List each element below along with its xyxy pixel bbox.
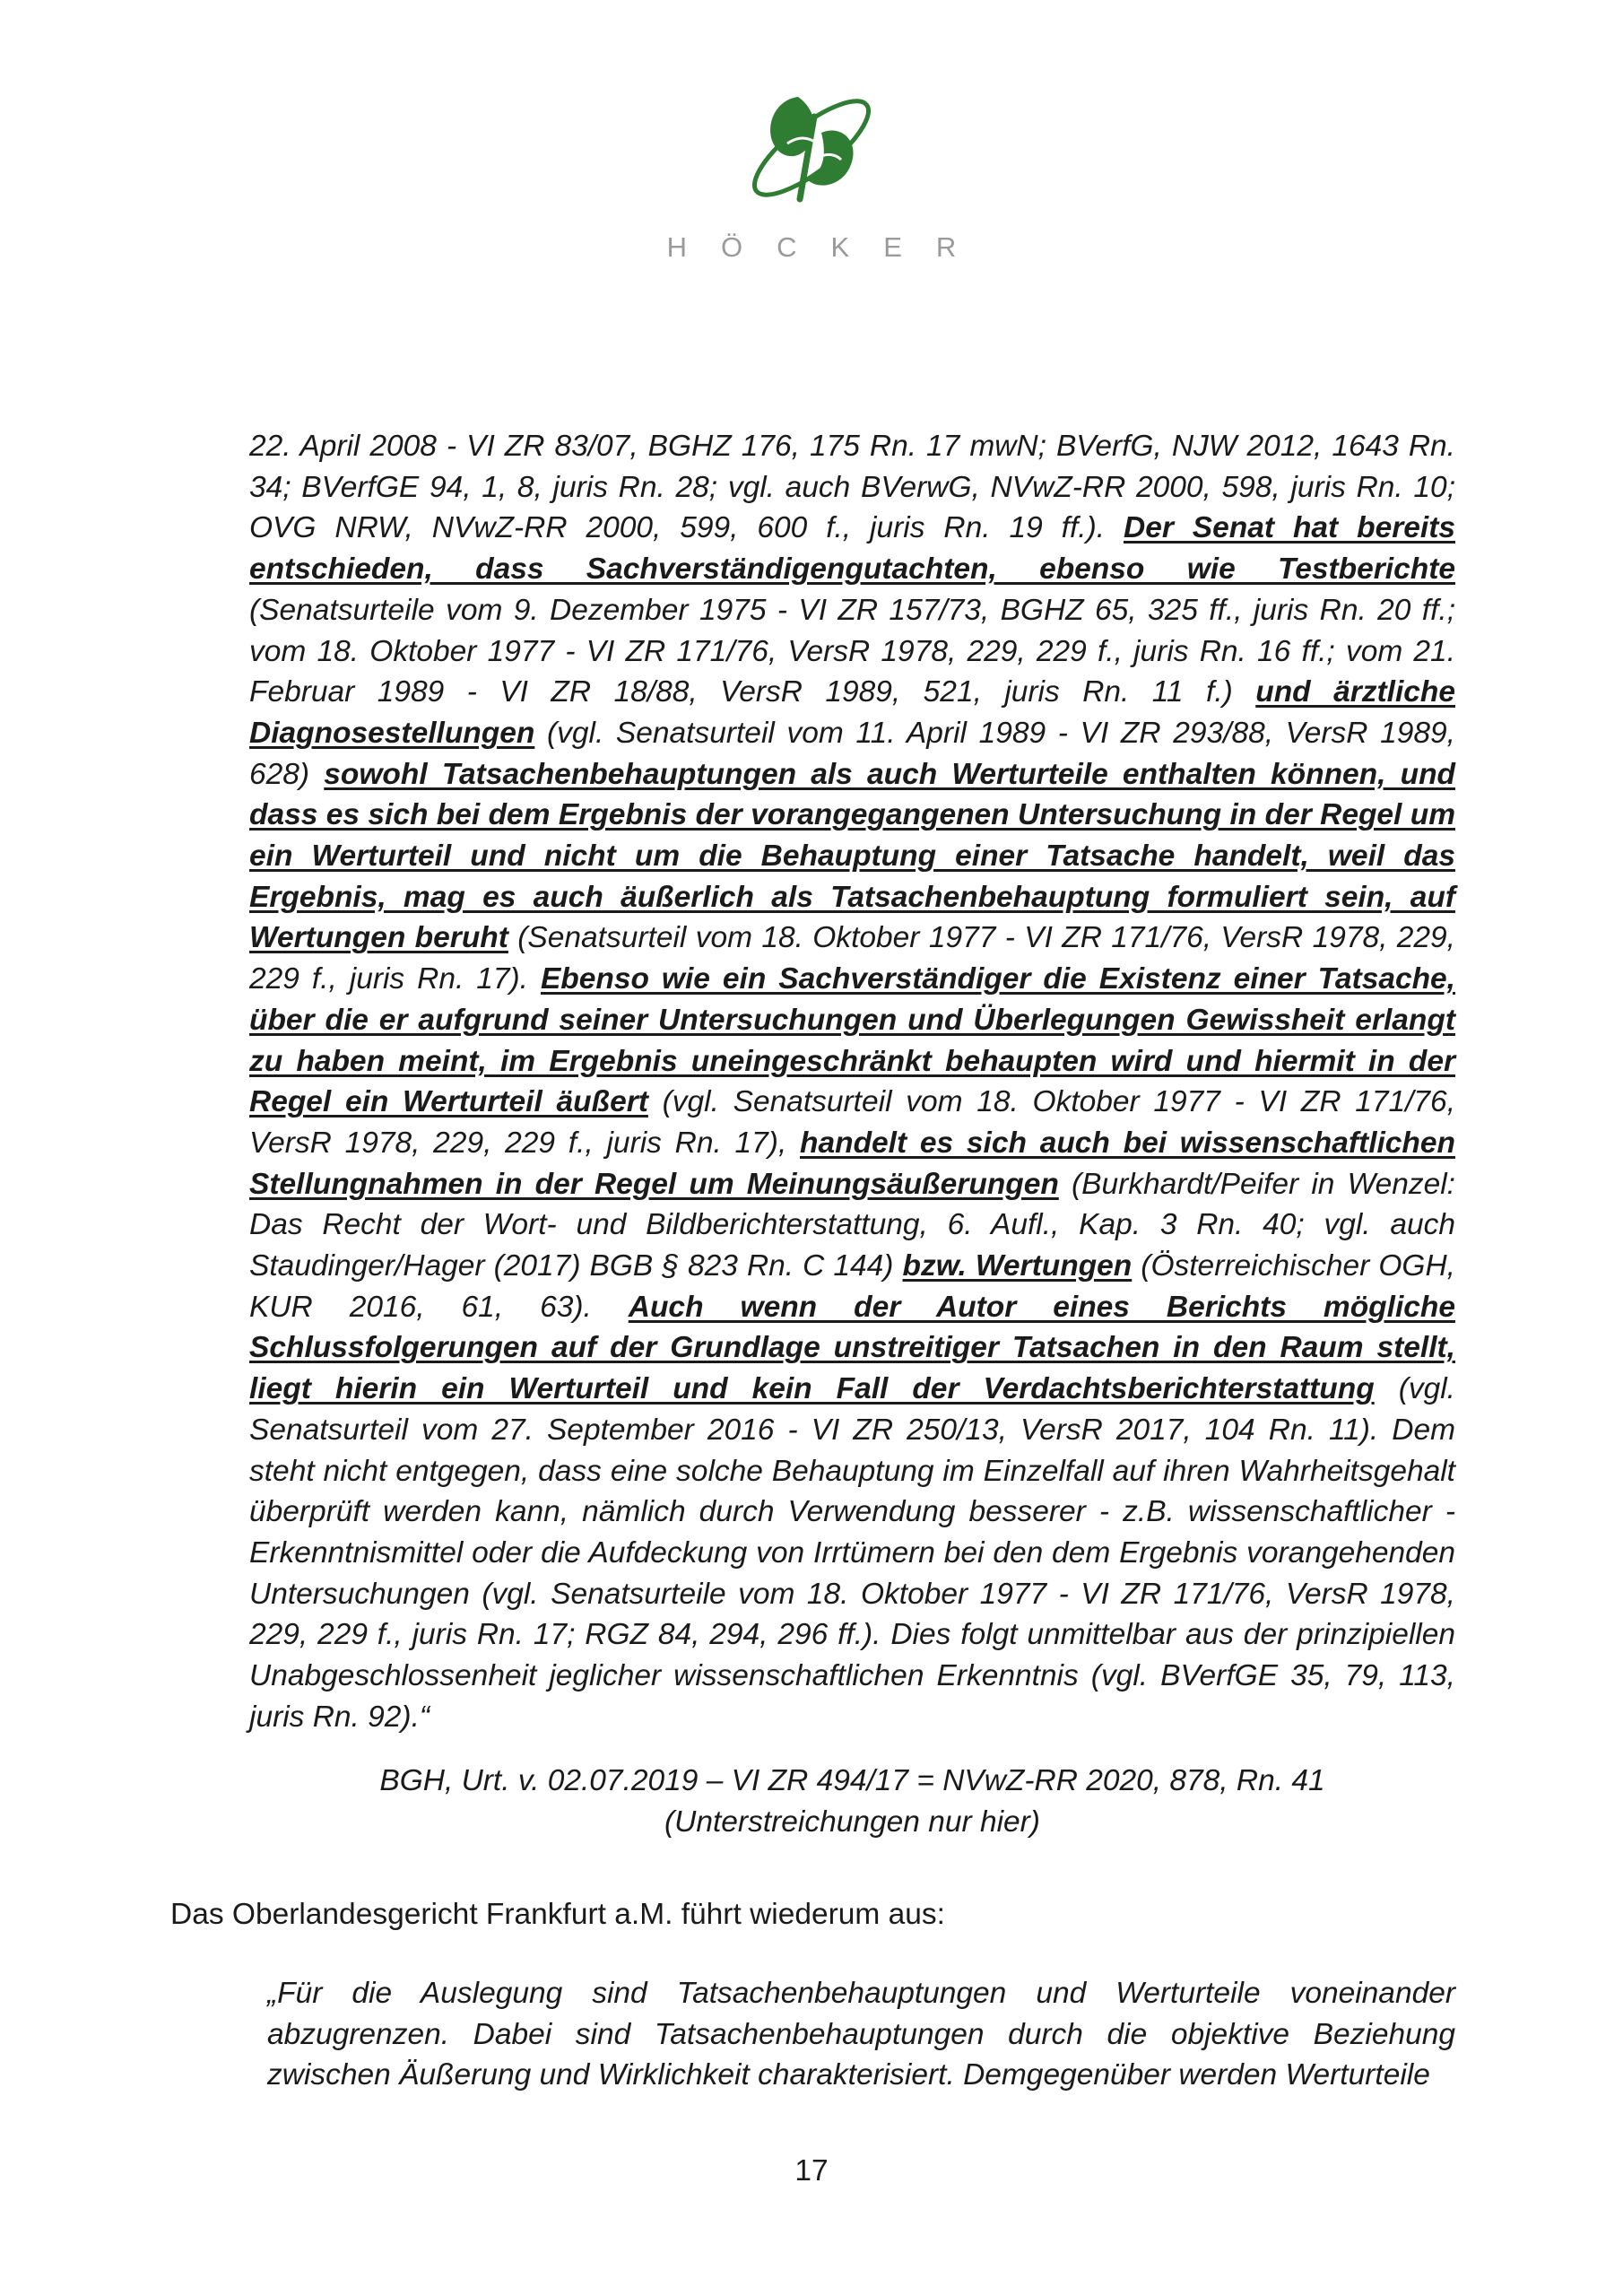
underlined-emphasis: Auch wenn der Autor eines Berichts mögliche Schlussfolgerungen auf der Grundlage unstreitiger Tatsachen in den Raum stellt, liegt hierin ein Werturteil und kein Fall der Verdachtsberichterstattung	[249, 1290, 1455, 1406]
quote-text-segment: (vgl. Senatsurteil vom 27. September 2016 - VI ZR 250/13, VersR 2017, 104 Rn. 11). Dem steht nicht entgegen, dass eine solche Behauptung im Einzelfall auf ihren Wahrheitsgehalt überprüft werden kann, nämlich durch Verwendung besserer - z.B. wissenschaftlicher - Erkenntnismittel oder die Aufdeckung von Irrtümern bei den dem Ergebnis vorangehenden Untersuchungen (vgl. Senatsurteile vom 18. Oktober 1977 - VI ZR 171/76, VersR 1978, 229, 229 f., juris Rn. 17; RGZ 84, 294, 296 ff.). Dies folgt unmittelbar aus der prinzipiellen Unabgeschlossenheit jeglicher wissenschaftlichen Erkenntnis (vgl. BVerfGE 35, 79, 113, juris Rn. 92).“	[249, 1372, 1455, 1734]
underlined-emphasis: bzw. Wertungen	[902, 1249, 1133, 1283]
hoecker-logo-icon	[735, 81, 888, 215]
citation-reference: BGH, Urt. v. 02.07.2019 – VI ZR 494/17 = NVwZ-RR 2020, 878, Rn. 41	[379, 1764, 1325, 1797]
quoted-judgment-text	[249, 426, 1455, 1738]
underlined-emphasis: handelt es sich auch bei wissenschaftlichen Stellungnahmen in der Regel um Meinungsäußerungen	[249, 1126, 1455, 1201]
citation	[249, 1761, 1455, 1843]
underlined-emphasis: sowohl Tatsachenbehauptungen als auch Werturteile enthalten können, und dass es sich bei dem Ergebnis der vorangegangenen Untersuchung in der Regel um ein Werturteil und nicht um die Behauptung einer Tatsache handelt, weil das Ergebnis, mag es auch äußerlich als Tatsachenbehauptung formuliert sein, auf Wertungen beruht	[249, 757, 1456, 955]
quote-text-segment: (vgl. Senatsurteil vom 18. Oktober 1977 - VI ZR 171/76, VersR 1978, 229, 229 f., juris Rn. 17),	[249, 1085, 1455, 1160]
quote-text-segment: (vgl. Senatsurteil vom 11. April 1989 - VI ZR 293/88, VersR 1989, 628)	[249, 716, 1455, 791]
quote-text-segment: (Senatsurteil vom 18. Oktober 1977 - VI ZR 171/76, VersR 1978, 229, 229 f., juris Rn. 17).	[249, 921, 1455, 996]
quote-text-segment: 22. April 2008 - VI ZR 83/07, BGHZ 176, 175 Rn. 17 mwN; BVerfG, NJW 2012, 1643 Rn. 34; BVerfGE 94, 1, 8, juris Rn. 28; vgl. auch BVerwG, NVwZ-RR 2000, 598, juris Rn. 10; OVG NRW, NVwZ-RR 2000, 599, 600 f., juris Rn. 19 ff.).	[249, 430, 1455, 545]
second-quote: „Für die Auslegung sind Tatsachenbehauptungen und Werturteile voneinander abzugrenzen. Dabei sind Tatsachenbehauptungen durch die objektive Beziehung zwischen Äußerung und Wirklichkeit charakterisiert. Demgegenüber werden Werturteile	[267, 1977, 1455, 2092]
intro-paragraph: Das Oberlandesgericht Frankfurt a.M. führt wiederum aus:	[170, 1898, 945, 1931]
citation-note: (Unterstreichungen nur hier)	[664, 1805, 1040, 1839]
underlined-emphasis: Der Senat hat bereits entschieden, dass Sachverständigengutachten, ebenso wie Testberichte	[249, 511, 1455, 587]
quote-text-segment: (Senatsurteile vom 9. Dezember 1975 - VI ZR 157/73, BGHZ 65, 325 ff., juris Rn. 20 ff.; vom 18. Oktober 1977 - VI ZR 171/76, VersR 1978, 229, 229 f., juris Rn. 16 ff.; vom 21. Februar 1989 - VI ZR 18/88, VersR 1989, 521, juris Rn. 11 f.)	[249, 593, 1455, 709]
underlined-emphasis: Ebenso wie ein Sachverständiger die Existenz einer Tatsache, über die er aufgrund seiner Untersuchungen und Überlegungen Gewissheit erlangt zu haben meint, im Ergebnis uneingeschränkt behaupten wird und hiermit in der Regel ein Werturteil äußert	[249, 962, 1455, 1119]
brand-name: HÖCKER	[666, 231, 991, 263]
quote-text-segment: (Burkhardt/Peifer in Wenzel: Das Recht der Wort- und Bildberichterstattung, 6. Aufl., Kap. 3 Rn. 40; vgl. auch Staudinger/Hager (2017) BGB § 823 Rn. C 144)	[249, 1167, 1455, 1283]
quote-text-segment: (Österreichischer OGH, KUR 2016, 61, 63).	[249, 1249, 1455, 1324]
underlined-emphasis: und ärztliche Diagnosestellungen	[249, 675, 1455, 750]
page-number: 17	[794, 2154, 829, 2187]
letterhead	[0, 81, 1623, 264]
